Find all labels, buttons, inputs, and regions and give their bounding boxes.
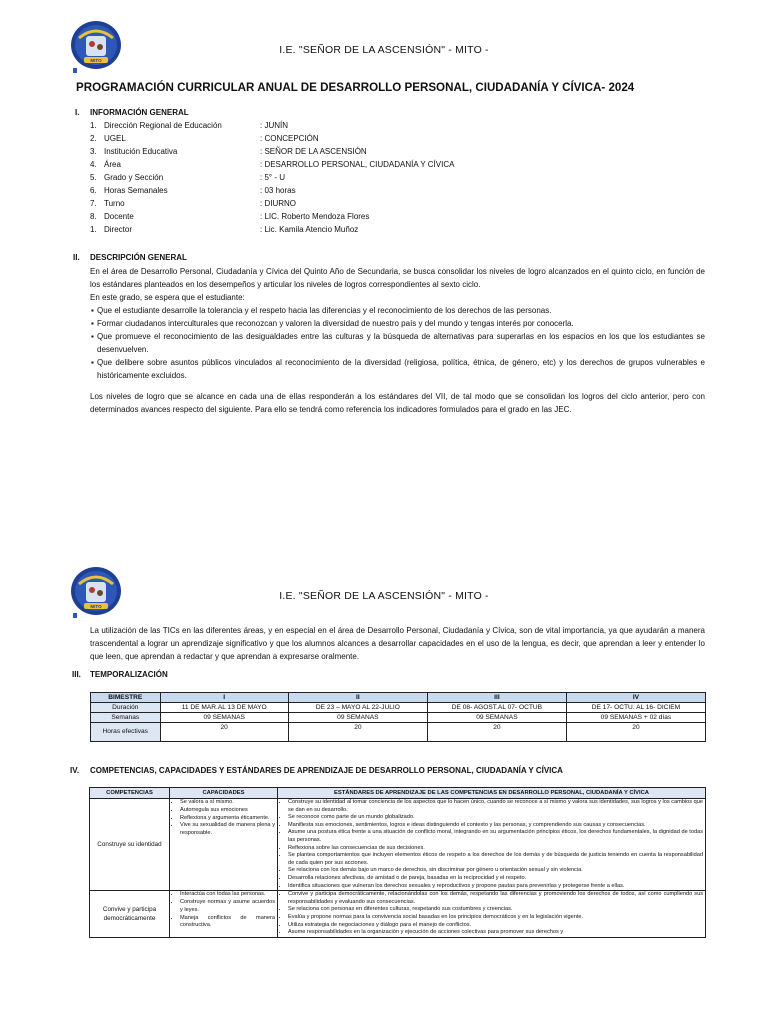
info-number: 7.: [90, 199, 97, 208]
list-item: ▪ Que el estudiante desarrolle la tolerancia y el respeto hacia las diferencias y el reconocimiento de los derechos de las personas.: [91, 306, 552, 315]
list-item: • Asume responsabilidades en la organización y ejecución de acciones colectivas para promover sus derechos y: [288, 929, 703, 937]
info-label: Horas Semanales: [104, 186, 168, 195]
table-cell: Semanas: [91, 713, 161, 723]
competencias-table: [89, 787, 706, 938]
table-cell: 09 SEMANAS: [160, 713, 288, 723]
list-item: • Convive y participa democráticamente, relacionándolas con los demás, respetando las diferencias y promoviendo los derechos de todos, así como cumpliendo sus responsabilidades y evaluando sus consecuencias.: [288, 891, 703, 906]
info-value: : Lic. Kamila Atencio Muñoz: [260, 225, 359, 234]
document-title: PROGRAMACIÓN CURRICULAR ANUAL DE DESARROLLO PERSONAL, CIUDADANÍA Y CÍVICA- 2024: [76, 81, 635, 94]
list-item: • Autorregula sus emociones: [180, 807, 275, 815]
info-row: [90, 210, 369, 223]
table-cell: Duración: [91, 703, 161, 713]
list-item: • Se relaciona con los demás bajo un marco de derechos, sin discriminar por género u orientación sexual y sin violencia.: [288, 867, 703, 875]
estandares-cell: [278, 891, 706, 938]
info-row: [90, 223, 358, 236]
section-number: IV.: [70, 766, 80, 775]
table-cell: 20: [288, 723, 427, 742]
closing-paragraph: Los niveles de logro que se alcance en cada una de ellas responderán a los estándares del VII, de tal modo que se consolidan los logros del ciclo anterior, pero con determinados avances respecto del siguiente. Para ello se tendrá como referencia los indicadores formulados para el grado en las JEC.: [90, 392, 705, 414]
capacidades-cell: [170, 891, 278, 938]
section-title: INFORMACIÓN GENERAL: [90, 108, 189, 117]
list-item: • Reflexiona y argumenta éticamente.: [180, 815, 275, 823]
info-number: 8.: [90, 212, 97, 221]
table-cell: DE 08- AGOST.AL 07- OCTUB: [427, 703, 566, 713]
table-header-cell: II: [288, 693, 427, 703]
list-item: • Manifiesta sus emociones, sentimientos, logros e ideas distinguiendo el contexto y las personas, y comprendiendo sus causas y consecuencias.: [288, 822, 703, 830]
info-row: [90, 132, 319, 145]
section-number: I.: [75, 108, 80, 117]
table-cell: 09 SEMANAS: [288, 713, 427, 723]
table-row: [91, 723, 706, 742]
list-item: • Vive su sexualidad de manera plena y responsable.: [180, 822, 275, 838]
list-item: ▪ Que promueve el reconocimiento de las desigualdades entre las culturas y la búsqueda de alternativas para superarlas en los espacios en los que los estudiantes se desenvuelven.: [91, 332, 705, 354]
info-value: : 03 horas: [260, 186, 296, 195]
info-value: : JUNÍN: [260, 121, 288, 130]
info-value: : 5° - U: [260, 173, 285, 182]
table-header-cell: IV: [566, 693, 705, 703]
table-cell: 20: [566, 723, 705, 742]
svg-text:MITO: MITO: [90, 58, 102, 63]
section-title: COMPETENCIAS, CAPACIDADES Y ESTÁNDARES DE APRENDIZAJE DE DESARROLLO PERSONAL, CIUDADANÍA Y CÍVICA: [90, 766, 563, 775]
info-row: [90, 145, 367, 158]
list-item: • Se relaciona con personas en diferentes culturas, respetando sus costumbres y creencias.: [288, 906, 703, 914]
temporalizacion-table: [90, 692, 706, 742]
info-label: Dirección Regional de Educación: [104, 121, 222, 130]
school-header: I.E. "SEÑOR DE LA ASCENSIÓN" - MITO -: [279, 44, 489, 56]
list-item: • Reflexiona sobre las consecuencias de sus decisiones.: [288, 845, 703, 853]
info-number: 1.: [90, 225, 97, 234]
list-item: • Asume una postura ética frente a una situación de conflicto moral, integrando en su argumentación principios éticos, los derechos fundamentales, la dignidad de todas las personas.: [288, 829, 703, 844]
info-row: [90, 171, 285, 184]
info-label: Área: [104, 160, 121, 169]
table-cell: 20: [160, 723, 288, 742]
estandares-cell: [278, 799, 706, 891]
list-item: • Se reconoce como parte de un mundo globalizado.: [288, 814, 703, 822]
tics-paragraph: La utilización de las TICs en las diferentes áreas, y en especial en el área de Desarrollo Personal, Ciudadanía y Cívica, son de vital importancia, ya que ayudarán a manera trascendental a lograr un aprendizaje significativo y que los alumnos alcances a desarrollar capacidades en el uso de la lengua, es decir, que aprendan a leer y entender lo que leen, que aprendan a redactar y que aprendan a expresarse oralmente.: [90, 626, 705, 661]
table-header-cell: COMPETENCIAS: [90, 788, 170, 799]
info-number: 3.: [90, 147, 97, 156]
table-cell: DE 23 – MAYO AL 22-JULIO: [288, 703, 427, 713]
list-item: • Desarrolla relaciones afectivas, de amistad o de pareja, basadas en la reciprocidad y el respeto.: [288, 875, 703, 883]
table-row: [91, 713, 706, 723]
info-value: : LIC. Roberto Mendoza Flores: [260, 212, 370, 221]
info-value: : SEÑOR DE LA ASCENSIÓN: [260, 147, 367, 156]
table-row: [90, 891, 706, 938]
table-header-row: [91, 693, 706, 703]
table-header-row: [90, 788, 706, 799]
info-row: [90, 184, 296, 197]
table-cell: 20: [427, 723, 566, 742]
table-cell: 09 SEMANAS + 02 días: [566, 713, 705, 723]
list-item: ▪ Formar ciudadanos interculturales que reconozcan y valoren la diversidad de nuestro país y del mundo y tengas interés por conocerla.: [91, 319, 574, 328]
list-item: • Maneja conflictos de manera constructiva.: [180, 915, 275, 931]
table-cell: 11 DE MAR.AL 13 DE MAYO: [160, 703, 288, 713]
table-cell: 09 SEMANAS: [427, 713, 566, 723]
table-row: [91, 703, 706, 713]
info-label: UGEL: [104, 134, 126, 143]
list-item: • Se valora a sí mismo.: [180, 799, 275, 807]
section-number: II.: [73, 253, 80, 262]
list-item: • Construye su identidad al tomar conciencia de los aspectos que lo hacen único, cuando se reconoce a sí mismo y valora sus identidades, sus logros y los cambios que se dan en su desarrollo.: [288, 799, 703, 814]
section-title: TEMPORALIZACIÓN: [90, 670, 168, 679]
school-header: I.E. "SEÑOR DE LA ASCENSIÓN" - MITO -: [279, 590, 489, 602]
info-row: [90, 197, 296, 210]
info-value: : DESARROLLO PERSONAL, CIUDADANÍA Y CÍVICA: [260, 160, 455, 169]
section-number: III.: [72, 670, 81, 679]
table-cell: Horas efectivas: [91, 723, 161, 742]
capacidades-cell: [170, 799, 278, 891]
info-label: Turno: [104, 199, 125, 208]
info-value: : CONCEPCIÓN: [260, 134, 319, 143]
list-item: • Construye normas y asume acuerdos y leyes.: [180, 899, 275, 915]
info-number: 4.: [90, 160, 97, 169]
description-lead: En este grado, se espera que el estudiante:: [90, 293, 245, 302]
table-header-cell: ESTÁNDARES DE APRENDIZAJE DE LAS COMPETENCIAS EN DESARROLLO PERSONAL, CIUDADANÍA Y CÍVICA: [278, 788, 706, 799]
competencia-cell: Construye su identidad: [90, 799, 170, 891]
info-label: Director: [104, 225, 133, 234]
competencia-cell: Convive y participa democráticamente: [90, 891, 170, 938]
info-label: Grado y Sección: [104, 173, 164, 182]
description-paragraph: En el área de Desarrollo Personal, Ciudadanía y Cívica del Quinto Año de Secundaria, se busca consolidar los niveles de logro alcanzados en el quinto ciclo, en función de los estándares planteados en los desempeños y articular los niveles de logros correspondientes al sexto ciclo.: [90, 267, 705, 289]
small-mark: [73, 68, 77, 73]
info-number: 5.: [90, 173, 97, 182]
list-item: • Interactúa con todas las personas.: [180, 891, 275, 899]
list-item: ▪ Que delibere sobre asuntos públicos vinculados al reconocimiento de la diversidad (religiosa, política, étnica, de género, etc) y los derechos de grupos vulnerables e históricamente excluidos.: [91, 358, 705, 380]
info-label: Docente: [104, 212, 134, 221]
list-item: • Utiliza estrategia de negociaciones y diálogo para el manejo de conflictos.: [288, 922, 703, 930]
info-number: 1.: [90, 121, 97, 130]
table-header-cell: III: [427, 693, 566, 703]
list-item: • Evalúa y propone normas para la convivencia social basadas en los principios democráticos y en la legislación vigente.: [288, 914, 703, 922]
list-item: • Identifica situaciones que vulneran los derechos sexuales y reproductivos y propone pautas para prevenirlas y protegerse frente a ellas.: [288, 883, 703, 891]
info-row: [90, 119, 288, 132]
svg-text:MITO: MITO: [90, 604, 102, 609]
table-header-cell: I: [160, 693, 288, 703]
table-header-cell: CAPACIDADES: [170, 788, 278, 799]
table-row: [90, 799, 706, 891]
info-value: : DIURNO: [260, 199, 296, 208]
info-row: [90, 158, 454, 171]
small-mark: [73, 613, 77, 618]
table-cell: DE 17- OCTU. AL 16- DICIEM: [566, 703, 705, 713]
table-header-cell: BIMESTRE: [91, 693, 161, 703]
info-label: Institución Educativa: [104, 147, 178, 156]
list-item: • Se plantea comportamientos que incluyen elementos éticos de respeto a los derechos de los demás y de búsqueda de justicia teniendo en cuenta la responsabilidad de cada quien por sus acciones.: [288, 852, 703, 867]
info-number: 6.: [90, 186, 97, 195]
section-title: DESCRIPCIÓN GENERAL: [90, 253, 187, 262]
info-number: 2.: [90, 134, 97, 143]
